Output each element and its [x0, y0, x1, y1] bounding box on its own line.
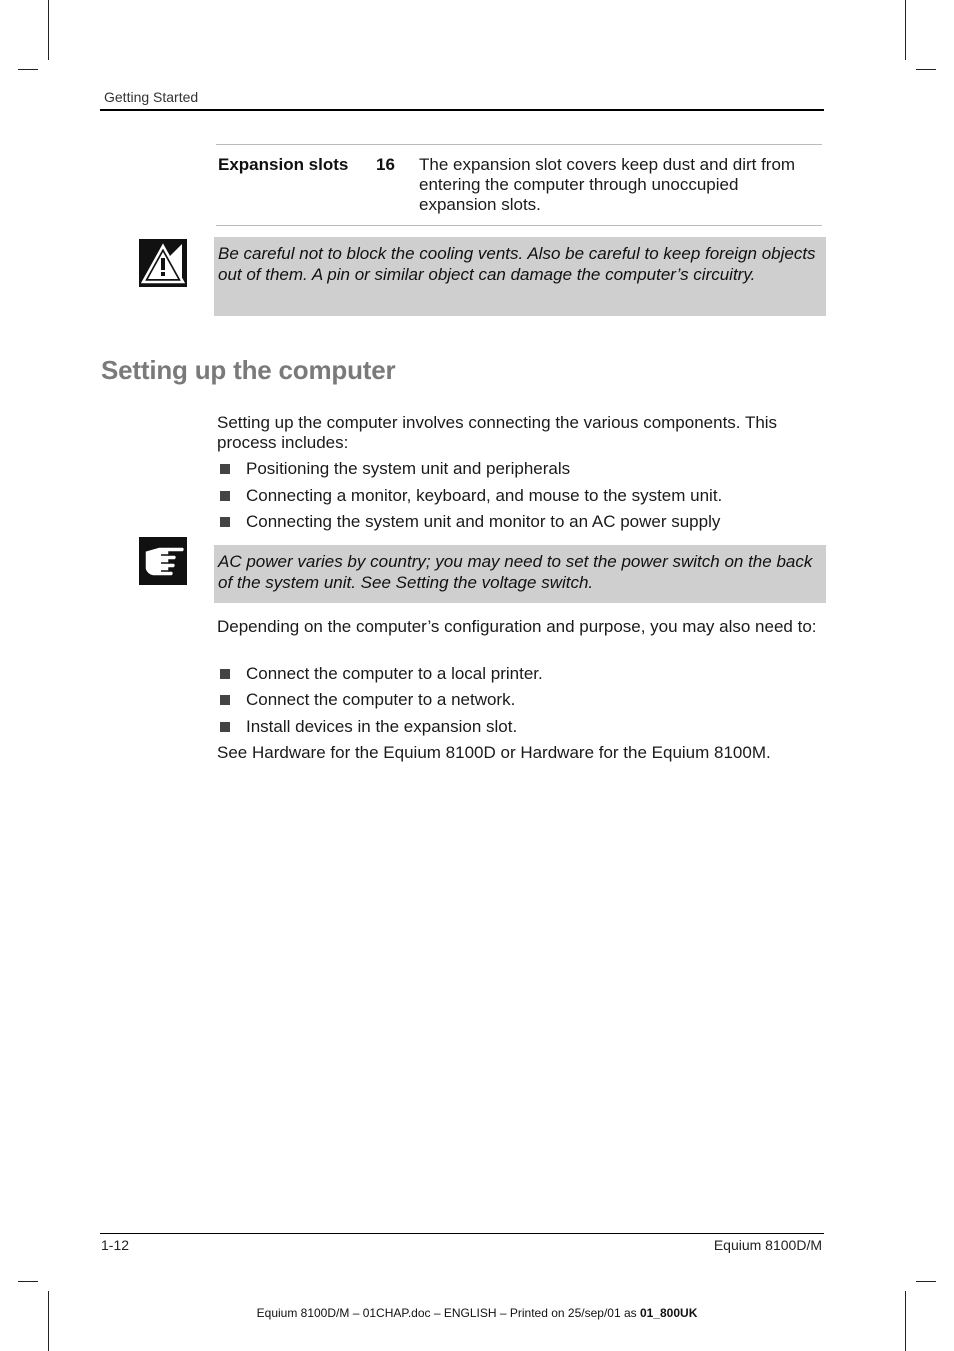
crop-mark — [905, 0, 906, 60]
info-note — [214, 545, 826, 603]
bullet-square-icon — [220, 517, 230, 527]
pointing-hand-icon — [139, 537, 187, 585]
crop-mark — [916, 69, 936, 70]
section-title: Setting up the computer — [101, 355, 396, 385]
running-head: Getting Started — [104, 89, 199, 105]
crop-mark — [18, 69, 38, 70]
crop-mark — [18, 1281, 38, 1282]
crop-mark — [48, 0, 49, 60]
header-rule — [100, 109, 824, 111]
caution-text: Be careful not to block the cooling vents. Also be careful to keep foreign objects out of them. A pin or similar object can damage the computer’s circuitry. — [218, 244, 816, 284]
second-paragraph: Depending on the computer’s configuration and purpose, you may also need to: — [217, 617, 817, 636]
product-name: Equium 8100D/M — [713, 1237, 822, 1253]
bullet-square-icon — [220, 464, 230, 474]
footer-rule — [100, 1233, 824, 1234]
warning-triangle-icon — [139, 239, 187, 287]
spec-number: 16 — [376, 155, 395, 174]
spec-table — [216, 144, 822, 226]
print-info: Equium 8100D/M – 01CHAP.doc – ENGLISH – Printed on 25/sep/01 as 01_800UK — [256, 1306, 698, 1320]
spec-name: Expansion slots — [218, 155, 349, 174]
page-number: 1-12 — [101, 1237, 130, 1253]
bullet-square-icon — [220, 695, 230, 705]
crop-mark — [905, 1291, 906, 1351]
bullet-square-icon — [220, 669, 230, 679]
note-text: AC power varies by country; you may need to set the power switch on the back of the system unit. See Setting the voltage switch. — [218, 552, 813, 592]
bullet-square-icon — [220, 491, 230, 501]
intro-paragraph: Setting up the computer involves connecting the various components. This process includes: — [217, 413, 778, 452]
crop-mark — [48, 1291, 49, 1351]
caution-note — [214, 237, 826, 316]
crop-mark — [916, 1281, 936, 1282]
print-code: 01_800UK — [639, 1306, 698, 1320]
spec-description: The expansion slot covers keep dust and dirt from entering the computer through unoccupied expansion slots. — [419, 155, 796, 214]
see-also-paragraph: See Hardware for the Equium 8100D or Hardware for the Equium 8100M. — [217, 743, 771, 762]
bullet-square-icon — [220, 722, 230, 732]
